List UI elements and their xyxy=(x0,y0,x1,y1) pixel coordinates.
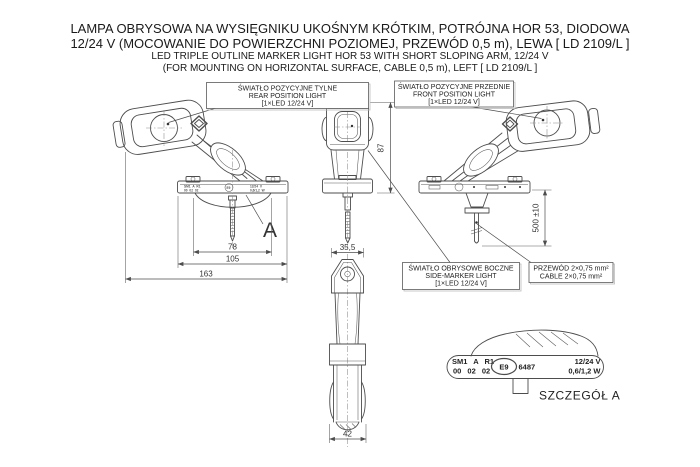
side-callout-leader xyxy=(368,151,450,263)
detail-a-e-mark: E9 xyxy=(499,362,509,372)
right-view-cable xyxy=(465,193,489,243)
detail-a-view xyxy=(447,330,620,402)
svg-text:500 ±10: 500 ±10 xyxy=(531,203,541,233)
front-view xyxy=(322,103,395,249)
left-view xyxy=(111,98,288,283)
dimension-163 xyxy=(126,152,288,283)
callout-cable xyxy=(529,263,615,285)
title-line-3: LED TRIPLE OUTLINE MARKER LIGHT HOR 53 WITH SHORT SLOPING ARM, 12/24 V xyxy=(151,51,549,62)
detail-a-tab xyxy=(513,379,528,394)
svg-text:163: 163 xyxy=(199,269,213,279)
svg-text:FRONT POSITION LIGHT: FRONT POSITION LIGHT xyxy=(413,91,495,99)
left-view-arm xyxy=(192,135,263,181)
svg-text:ŚWIATŁO POZYCYJNE PRZEDNIE: ŚWIATŁO POZYCYJNE PRZEDNIE xyxy=(397,84,511,91)
front-view-screw xyxy=(343,152,353,248)
svg-text:35,5: 35,5 xyxy=(339,243,356,252)
right-view-base-plate xyxy=(419,177,530,194)
left-plate-marking-row2: 00 02 02 xyxy=(184,188,199,193)
side-view xyxy=(330,243,367,447)
cable-callout-leader xyxy=(477,224,531,263)
svg-text:42: 42 xyxy=(343,429,352,439)
dimension-87 xyxy=(370,103,395,194)
left-plate-marking-row1: SM1 A R1 xyxy=(184,184,201,189)
title-line-1: LAMPA OBRYSOWA NA WYSIĘGNIKU UKOŚNYM KRÓTKIM, POTRÓJNA HOR 53, DIODOWA xyxy=(70,21,630,36)
detail-a-approval-number: 6487 xyxy=(518,362,536,372)
svg-text:REAR POSITION LIGHT: REAR POSITION LIGHT xyxy=(248,93,327,100)
dimension-500 xyxy=(482,190,552,246)
svg-text:[1×LED 12/24 V]: [1×LED 12/24 V] xyxy=(435,280,487,288)
svg-text:CABLE 2×0,75 mm²: CABLE 2×0,75 mm² xyxy=(539,273,603,281)
callout-rear-position-light xyxy=(207,83,371,111)
right-view xyxy=(419,98,601,246)
detail-a-wattage: 0,6/1,2 W xyxy=(568,366,601,376)
title-line-4: (FOR MOUNTING ON HORIZONTAL SURFACE, CABLE 0,5 m), LEFT [ LD 2109/L ] xyxy=(162,62,538,74)
callout-front-position-light xyxy=(395,81,516,109)
svg-text:ŚWIATŁO OBRYSOWE BOCZNE: ŚWIATŁO OBRYSOWE BOCZNE xyxy=(408,265,514,273)
detail-a-row1-left: SM1 A R1 xyxy=(452,357,495,366)
svg-text:87: 87 xyxy=(376,143,386,153)
svg-text:[1×LED 12/24 V]: [1×LED 12/24 V] xyxy=(261,100,314,108)
svg-text:[1×LED 12/24 V]: [1×LED 12/24 V] xyxy=(428,99,480,106)
detail-a-row2-left: 00 02 02 xyxy=(453,366,491,376)
svg-text:78: 78 xyxy=(228,242,237,252)
svg-text:SIDE-MARKER LIGHT: SIDE-MARKER LIGHT xyxy=(425,273,497,280)
svg-text:PRZEWÓD 2×0,75 mm²: PRZEWÓD 2×0,75 mm² xyxy=(533,265,609,273)
detail-a-leader xyxy=(246,195,263,224)
detail-a-voltage: 12/24 V xyxy=(574,357,601,366)
left-plate-e-mark: E9 xyxy=(226,186,231,190)
svg-text:105: 105 xyxy=(225,254,240,264)
left-plate-voltage: 12/24 V xyxy=(250,184,262,189)
detail-a-title: SZCZEGÓŁ A xyxy=(539,388,621,403)
detail-a-dome xyxy=(471,330,598,356)
right-view-lamp-head xyxy=(505,98,602,153)
left-plate-wattage: 0,6/1,2 W xyxy=(250,188,265,193)
detail-a-callout-letter: A xyxy=(263,219,278,242)
title-line-2: 12/24 V (MOCOWANIE DO POWIERZCHNI POZIOMEJ, PRZEWÓD 0,5 m), LEWA [ LD 2109/L ] xyxy=(70,36,630,51)
svg-text:ŚWIATŁO POZYCYJNE TYLNE: ŚWIATŁO POZYCYJNE TYLNE xyxy=(237,85,338,93)
callout-side-marker-light xyxy=(403,263,522,292)
